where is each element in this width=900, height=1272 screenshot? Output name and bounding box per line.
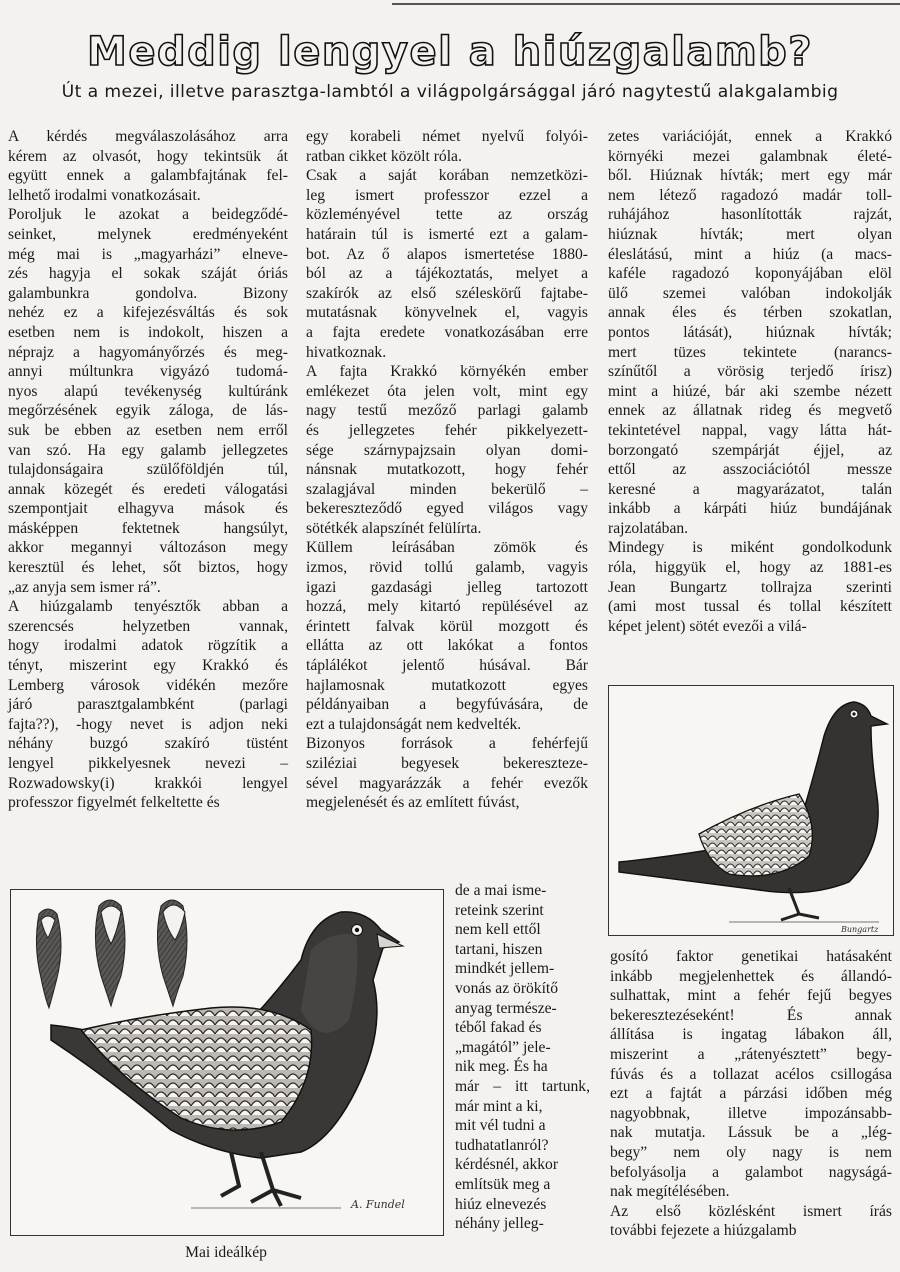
text-line: zetes variációját, ennek a Krakkó (608, 128, 892, 145)
text-line: pontos látását), hiúznak hívták; (608, 323, 892, 341)
text-line: nem létező ragadozó madár toll- (608, 186, 892, 204)
text-line: néprajz a hagyományőrzés és meg- (8, 343, 288, 361)
text-line: egy korabeli német nyelvű folyói- (306, 128, 588, 145)
text-line: téből fakad és (455, 1019, 542, 1037)
pigeon-illustration-historic (608, 685, 894, 936)
text-line: megjelenését és az említett fúvást, (306, 794, 520, 812)
text-line: bekeresztezéseként! És annak (610, 1006, 892, 1024)
text-line: kérdésnél, akkor (455, 1156, 559, 1174)
top-rule (392, 3, 900, 5)
text-line: a fajta eredete vonatkozásában erre (306, 323, 588, 341)
text-line: hozzá, mely kitartó repülésével az (306, 598, 588, 616)
text-line: közleményével tette az ország (306, 206, 588, 224)
text-line: tartani, hiszen (455, 940, 543, 958)
text-line: rajzolatában. (608, 519, 689, 537)
text-line: érintett falvak körül mozgott és (306, 617, 588, 635)
text-line: Küllem leírásában zömök és (306, 539, 588, 557)
text-line: „az anyja sem ismer rá”. (8, 578, 161, 596)
text-line: már mint a ki, (455, 1097, 543, 1115)
article-subtitle: Út a mezei, illetve parasztga-lambtól a világpolgársággal járó nagytestű alakgalambig (61, 82, 839, 102)
text-line: szakírók az első széleskörű fajtabe- (306, 284, 588, 302)
text-line: (ami most tussal és tollal készített (608, 598, 892, 616)
text-line: akkor megannyi változáson megy (8, 539, 288, 557)
text-line: szempontjait elhagyva mások és (8, 500, 288, 518)
text-line: borzongató szempárját éjjel, az (608, 441, 892, 459)
text-line: anyag természe- (455, 999, 557, 1017)
text-line: már – itt tartunk, (455, 1077, 590, 1095)
text-line: vonás az örökítő (455, 979, 559, 997)
text-line: hivatkoznak. (306, 343, 387, 361)
text-line: keresné a magyarázatot, talán (608, 480, 892, 498)
text-line: seinket, melynek eredményeként (8, 225, 288, 243)
text-line: ratban cikket közölt róla. (306, 147, 462, 165)
text-line: mutatásnak könyvelnek el, vagyis (306, 304, 588, 322)
text-line: professzor figyelmét felkeltette és (8, 794, 220, 812)
text-line: mindkét jellem- (455, 960, 555, 978)
text-line: Rozwadowsky(i) krakkói lengyel (8, 774, 288, 792)
text-column-3 (608, 127, 892, 636)
text-line: tudhatatlanról? (455, 1136, 549, 1154)
text-line: Lemberg városok vidékén mezőre (8, 676, 288, 694)
figure-caption: Mai ideálkép (185, 1244, 267, 1261)
text-line: annak éles és térben szokatlan, (608, 304, 892, 322)
text-line: lengyel pikkelyesnek nevezi – (8, 755, 288, 772)
text-line: Az első közlésként ismert írás (610, 1202, 892, 1220)
text-column-2-continued (455, 881, 590, 1234)
text-line: A hiúzgalamb tenyésztők abban a (8, 598, 288, 616)
text-line: Jean Bungartz tollrajza szerinti (608, 578, 892, 596)
text-line: példányaiban a begyfúvására, de (306, 696, 588, 714)
text-line: még mai is „magyarházi” elneve- (8, 245, 288, 263)
text-line: sulhattak, mint a fehér fejű begyes (610, 987, 892, 1005)
text-line: emlékezet óta jelen volt, mint egy (306, 382, 588, 400)
text-line: határain túl is ismerté ezt a galam- (306, 225, 588, 243)
text-line: megőrzésének egyik záloga, de lás- (8, 402, 288, 420)
text-line: annak közegét és eredeti válogatási (8, 480, 288, 498)
article-title: Meddig lengyel a hiúzgalamb? (87, 29, 813, 75)
text-line: színűtől a vörösig terjedő írisz) (608, 363, 892, 381)
text-column-3-continued (610, 947, 892, 1241)
text-line: bot. Az ő alapos ismertetése 1880- (306, 245, 588, 263)
text-line: éleslátású, mint a hiúz (a macs- (608, 245, 892, 263)
text-line: annyi múltunkra vigyázó tudomá- (8, 363, 288, 381)
text-line: róla, higgyük el, hogy az 1881-es (608, 559, 892, 577)
text-column-2 (306, 127, 588, 813)
text-line: ruhájához hasonlították rajzát, (608, 206, 892, 224)
text-line: A kérdés megválaszolásához arra (8, 128, 288, 145)
text-line: Bizonyos források a fehérfejű (306, 735, 588, 753)
text-line: hajlamosnak mutatkozott egyes (306, 676, 588, 694)
illustrator-signature: A. Fundel (351, 1198, 405, 1211)
text-line: inkább a kárpáti hiúz bundájának (608, 500, 892, 518)
text-line: galambunkra gondolva. Bizony (8, 284, 288, 302)
text-line: ellátta az ott lakókat a fontos (306, 637, 588, 655)
text-line: mert tüzes tekintete (narancs- (608, 343, 892, 361)
text-line: nyos alapú tevékenység kultúránk (8, 382, 288, 400)
text-line: környéki mezei galambnak életé- (608, 147, 892, 165)
text-line: fajta??), -hogy nevet is adjon neki (8, 715, 288, 733)
text-column-1 (8, 127, 288, 813)
text-line: tekintetével nappal, vagy látta hát- (608, 421, 892, 439)
text-line: kaféle ragadozó koponyájában elöl (608, 265, 892, 283)
text-line: táplálékot jelentő húsával. Bár (306, 657, 588, 675)
text-line: szalagjával minden bekerülő – (306, 480, 588, 498)
text-line: nak mutatja. Lássuk be a „lég- (610, 1124, 892, 1142)
text-line: izmos, rövid tollú galamb, vagyis (306, 559, 588, 577)
text-line: sziléziai begyesek bekereszteze- (306, 755, 588, 772)
text-line: Mindegy is miként gondolkodunk (608, 539, 892, 557)
text-line: ezt a fajtát a párzási időben még (610, 1085, 892, 1103)
text-line: másképpen fektetnek hangsúlyt, (8, 519, 288, 537)
text-line: kérem az olvasót, hogy tekintsük át (8, 147, 288, 165)
text-line: zés hagyja el sokak száját óriás (8, 265, 288, 283)
pigeon-drawing-bungartz (609, 686, 893, 935)
text-line: nak megítélésében. (610, 1183, 730, 1201)
text-line: képet jelent) sötét evezői a vilá- (608, 617, 807, 635)
text-line: nem kell ettől (455, 921, 541, 939)
text-line: sével magyarázzák a fehér evezők (306, 774, 588, 792)
text-line: néhány jelleg- (455, 1215, 544, 1233)
text-line: suk be ebben az esetben nem erről (8, 421, 288, 439)
text-line: említsük meg a (455, 1175, 551, 1193)
text-line: de a mai isme- (455, 882, 547, 899)
text-line: nagyobbnak, illetve impozánsabb- (610, 1104, 892, 1122)
text-line: bekereszteződő egyed világos vagy (306, 500, 588, 518)
text-line: ettől az asszociációtól messze (608, 461, 892, 479)
text-line: van szó. Ha egy galamb jellegzetes (8, 441, 288, 459)
text-line: sötétkék alapszínét felülírta. (306, 519, 482, 537)
text-line: ezt a tulajdonságát nem kedvelték. (306, 715, 522, 733)
text-line: ülő szemei valóban indokolják (608, 284, 892, 302)
text-line: befolyásolja a galambot nagyságá- (610, 1163, 892, 1181)
text-line: nik meg. És ha (455, 1058, 548, 1076)
text-line: Csak a saját korában nemzetközi- (306, 167, 588, 185)
text-line: lelhető irodalmi vonatkozásait. (8, 186, 201, 204)
text-line: állítása is ingatag lábakon áll, (610, 1026, 892, 1044)
text-line: inkább megjelenhettek és állandó- (610, 967, 892, 985)
text-line: további fejezete a hiúzgalamb (610, 1222, 797, 1240)
feather-samples (36, 900, 187, 1008)
text-line: hogy irodalmi adatok rögzítik a (8, 637, 288, 655)
text-line: mit vél tudni a (455, 1117, 546, 1135)
text-line: hiúz elnevezés (455, 1195, 547, 1213)
text-line: nánsnak mutatkozott, hogy fehér (306, 461, 588, 479)
text-line: mint a hiúzé, bár aki szembe nézett (608, 382, 892, 400)
text-line: tulajdonságaira szülőföldjén túl, (8, 461, 288, 479)
text-line: miszerint a „rátenyésztett” begy- (610, 1045, 892, 1063)
text-line: Poroljuk le azokat a beidegződé- (8, 206, 288, 224)
text-line: ból az a tájékoztatás, melyet a (306, 265, 588, 283)
pigeon-illustration-main (10, 889, 444, 1236)
illustrator-signature-historic: Bungartz (841, 925, 879, 934)
text-line: nagy testű mezőző parlagi galamb (306, 402, 588, 420)
text-line: együtt ennek a galambfajtának fel- (8, 167, 288, 185)
text-line: szerencsés helyzetben vannak, (8, 617, 288, 635)
text-line: begy” nem oly nagy is nem (610, 1143, 892, 1161)
text-line: keresztül és lehet, sőt biztos, hogy (8, 559, 288, 577)
text-line: A fajta Krakkó környékén ember (306, 363, 588, 381)
text-line: néhány buzgó szakíró tüstént (8, 735, 288, 753)
text-line: reteink szerint (455, 901, 544, 919)
text-line: ennek az állatnak rideg és megvető (608, 402, 892, 420)
text-line: esetben nem is indokolt, hiszen a (8, 323, 288, 341)
text-line: gosító faktor genetikai hatásaként (610, 948, 892, 965)
text-line: sége szárnypajzsain olyan domi- (306, 441, 588, 459)
text-line: járó parasztgalambként (parlagi (8, 696, 288, 714)
text-line: ből. Hiúznak hívták; mert egy már (608, 167, 892, 185)
text-line: igazi gazdasági jelleg tartozott (306, 578, 588, 596)
text-line: „magától” jele- (455, 1038, 551, 1056)
text-line: és jellegzetes fehér pikkelyezett- (306, 421, 588, 439)
text-line: tényt, miszerint egy Krakkó és (8, 657, 288, 675)
text-line: hiúznak hívták; mert olyan (608, 225, 892, 243)
text-line: nehéz ez a kifejezésváltás és sok (8, 304, 288, 322)
pigeon-drawing (11, 890, 443, 1235)
text-line: leg ismert professzor ezzel a (306, 186, 588, 204)
text-line: fúvás és a tollazat acélos csillogása (610, 1065, 892, 1083)
